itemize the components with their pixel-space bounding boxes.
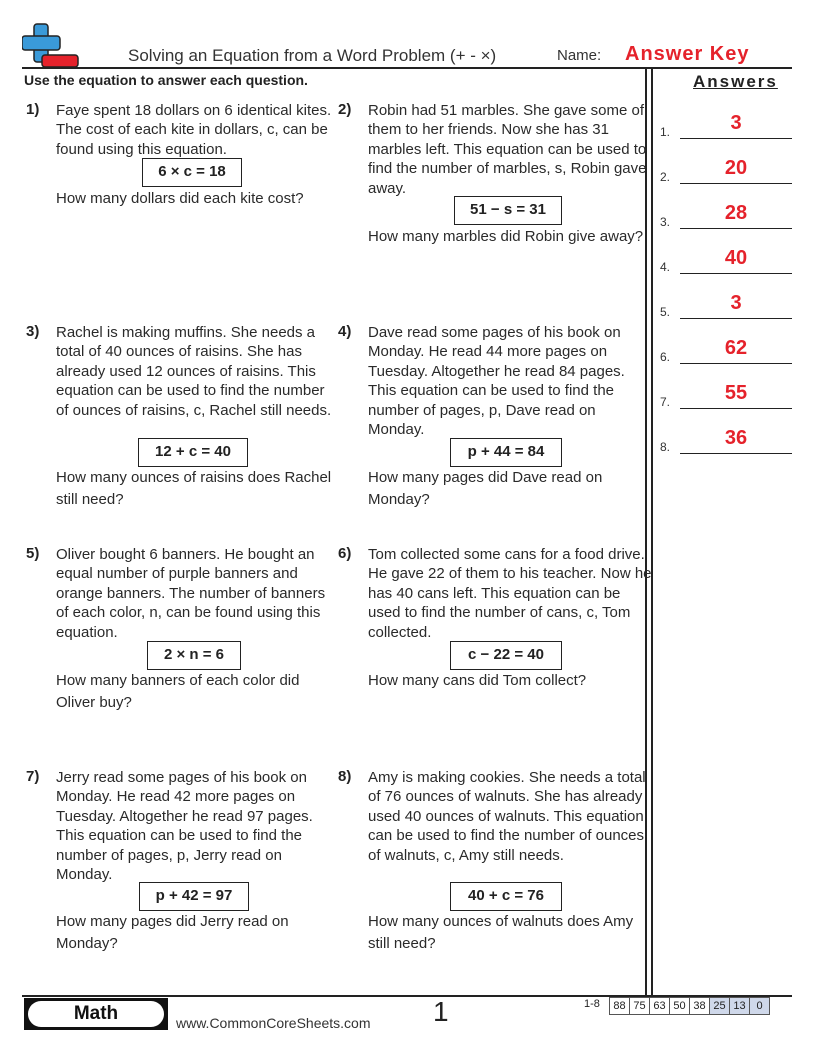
problem-text: Jerry read some pages of his book on Monday. He read 42 more pages on Tuesday. Altogether he read 97 pages. This equation can be used to find the number of pages, p, Jerry read on Monday. (56, 769, 313, 884)
equation-box: 51 − s = 31 (454, 196, 562, 225)
equation-box: 40 + c = 76 (450, 882, 562, 911)
answer-number: 6. (660, 350, 671, 364)
score-cell: 25 (709, 997, 730, 1015)
answer-number: 2. (660, 170, 671, 184)
score-cell: 0 (749, 997, 770, 1015)
answer-line (680, 318, 792, 319)
problem-text: Tom collected some cans for a food drive. He gave 22 of them to his teacher. Now he has 40 cans left. This equation can be used to find the number of cans, c, Tom collected. (368, 546, 652, 641)
answer-line (680, 228, 792, 229)
problem-text: Faye spent 18 dollars on 6 identical kites. The cost of each kite in dollars, c, can be found using this equation. (56, 102, 332, 158)
equation-box: p + 44 = 84 (450, 438, 562, 467)
equation-box: 12 + c = 40 (138, 438, 248, 467)
problem-number: 8) (338, 768, 352, 785)
equation-box: p + 42 = 97 (139, 882, 249, 911)
answer-value: 3 (730, 112, 742, 134)
equation-box: c − 22 = 40 (450, 641, 562, 670)
website-url: www.CommonCoreSheets.com (176, 1015, 371, 1031)
problem-number: 3) (26, 323, 40, 340)
answer-line (680, 273, 792, 274)
answer-row (660, 244, 792, 274)
score-cell: 13 (729, 997, 750, 1015)
instructions: Use the equation to answer each question. (24, 72, 308, 88)
answer-value: 28 (724, 202, 748, 224)
score-table (610, 997, 770, 1015)
answer-number: 7. (660, 395, 671, 409)
answer-value: 55 (724, 382, 748, 404)
page-number: 1 (433, 996, 449, 1027)
problem-text: Amy is making cookies. She needs a total of 76 ounces of walnuts. She has already used 40 ounces of walnuts. This equation can be used to find the number of ounces of walnuts, c, Amy still needs. (368, 769, 646, 864)
problem-question: How many marbles did Robin give away? (368, 228, 644, 245)
worksheet-title: Solving an Equation from a Word Problem (+ - ×) (128, 46, 497, 65)
answer-value: 40 (724, 247, 748, 269)
answer-line (680, 183, 792, 184)
answer-number: 1. (660, 125, 671, 139)
problem-number: 5) (26, 545, 40, 562)
problem-question: How many banners of each color did Oliver buy? (56, 672, 300, 711)
equation-box: 2 × n = 6 (147, 641, 241, 670)
header-divider (22, 67, 792, 69)
answer-row (660, 109, 792, 139)
answer-line (680, 408, 792, 409)
answer-row (660, 334, 792, 364)
logo-plus-minus-icon (22, 22, 80, 70)
problem-text: Oliver bought 6 banners. He bought an equal number of purple banners and orange banners. The number of banners of each color, n, can be found using this equation. (56, 546, 326, 641)
problem-question: How many pages did Dave read on Monday? (368, 469, 603, 508)
name-label: Name: (557, 47, 602, 64)
answer-value: 62 (724, 337, 748, 359)
equation-box: 6 × c = 18 (142, 158, 242, 187)
problem-text: Dave read some pages of his book on Monday. He read 44 more pages on Tuesday. Altogether he read 84 pages. This equation can be used to find the number of pages, p, Dave read on Monday. (368, 324, 625, 439)
problem-number: 1) (26, 101, 40, 118)
answer-row (660, 379, 792, 409)
score-cell: 88 (609, 997, 630, 1015)
answer-number: 4. (660, 260, 671, 274)
problem-question: How many pages did Jerry read on Monday? (56, 913, 289, 952)
subject-label: Math (28, 1001, 164, 1027)
answer-value: 20 (724, 157, 748, 179)
answers-heading: Answers (693, 72, 778, 91)
answer-value: 3 (730, 292, 742, 314)
problem-number: 4) (338, 323, 352, 340)
problem-question: How many dollars did each kite cost? (56, 190, 304, 207)
answer-row (660, 289, 792, 319)
answer-number: 8. (660, 440, 671, 454)
answer-value: 36 (724, 427, 748, 449)
score-cell: 50 (669, 997, 690, 1015)
answer-number: 5. (660, 305, 671, 319)
problem-text: Robin had 51 marbles. She gave some of them to her friends. Now she has 31 marbles left. This equation can be used to find the number of marbles, s, Robin gave away. (368, 102, 647, 197)
answer-line (680, 453, 792, 454)
score-cell: 63 (649, 997, 670, 1015)
problem-question: How many ounces of walnuts does Amy still need? (368, 913, 634, 952)
answer-row (660, 199, 792, 229)
problem-number: 2) (338, 101, 352, 118)
answer-key-label: Answer Key (625, 43, 750, 65)
answer-row (660, 424, 792, 454)
problem-number: 7) (26, 768, 40, 785)
score-range-label: 1-8 (584, 998, 600, 1010)
answer-row (660, 154, 792, 184)
answer-line (680, 138, 792, 139)
problem-text: Rachel is making muffins. She needs a total of 40 ounces of raisins. She has already used 12 ounces of raisins. This equation can be used to find the number of ounces of raisins, c, Rachel still needs. (56, 324, 332, 419)
problem-number: 6) (338, 545, 352, 562)
answer-number: 3. (660, 215, 671, 229)
answer-line (680, 363, 792, 364)
score-cell: 75 (629, 997, 650, 1015)
score-cell: 38 (689, 997, 710, 1015)
problem-question: How many cans did Tom collect? (368, 672, 587, 689)
problem-question: How many ounces of raisins does Rachel still need? (56, 469, 332, 508)
